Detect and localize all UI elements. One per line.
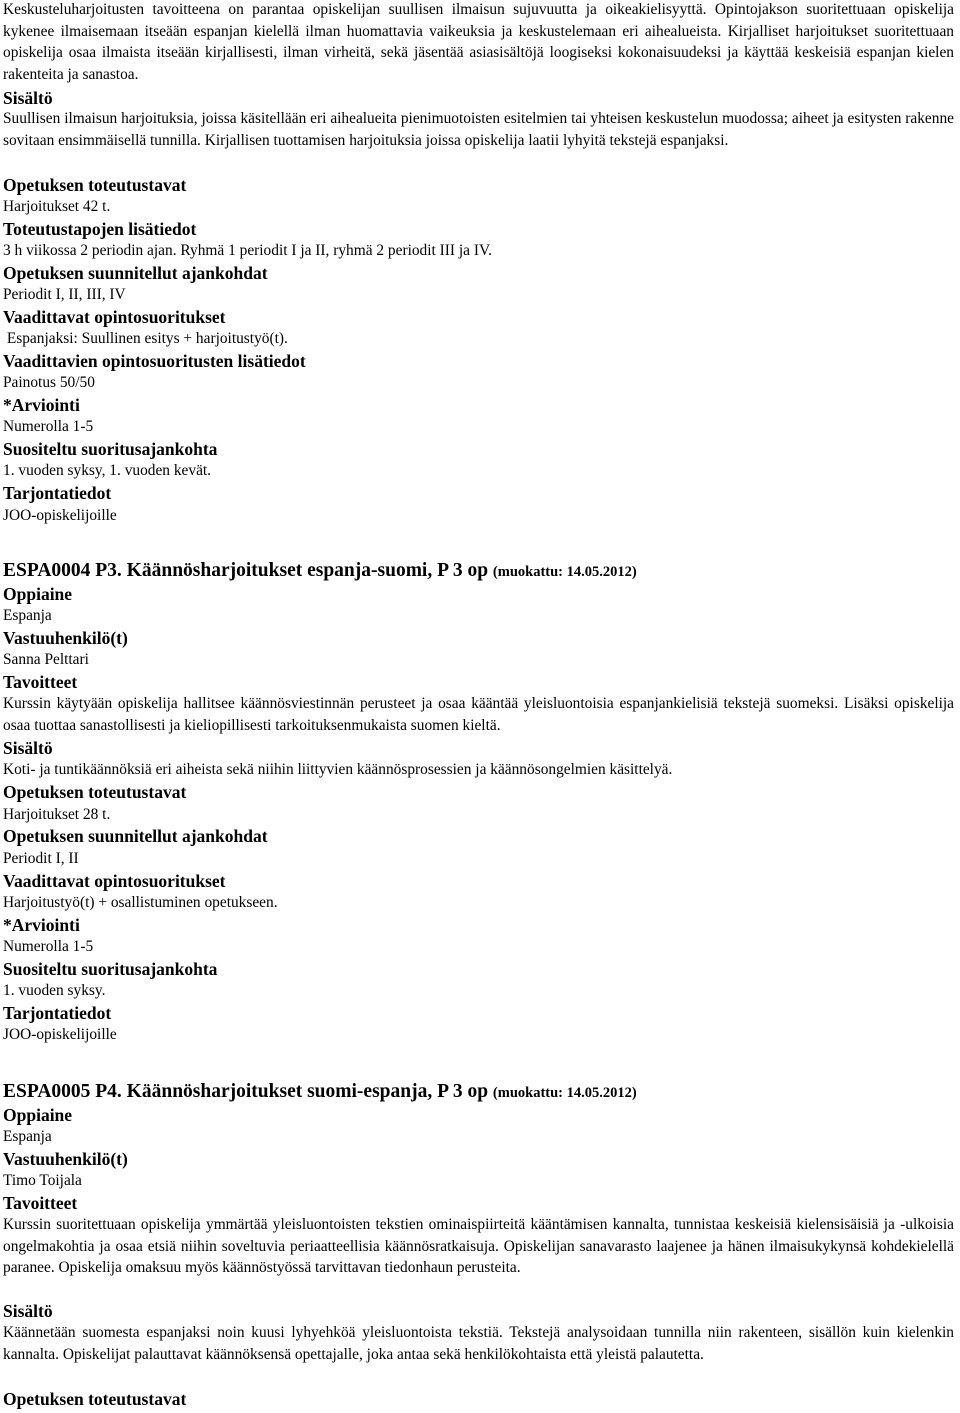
vaadittavat-text: Espanjaksi: Suullinen esitys + harjoitustyö(t). (3, 330, 288, 347)
course-intro-text: Keskusteluharjoitusten tavoitteena on parantaa opiskelijan suullisen ilmaisun sujuvuutta ja oikeakielisyyttä. Opintojakson suoritettuaan opiskelija kykenee ilmaisemaan itseään espanjan kielellä ilman huomattavia vaikeuksia ja keskustelemaan eri aihealueista. Kirjalliset harjoitukset suoritettuaan opiskelija osaa ilmaista itseään kirjallisesti, ilman virheitä, sekä jäsentää asiasisältöjä loogiseksi kokonaisuudeksi ja käyttää keskeisiä espanjan kielen rakenteita ja sanastoa. (3, 1, 954, 83)
section-heading-sisalto: Sisältö (3, 88, 53, 108)
section-heading-suositeltu: Suositeltu suoritusajankohta (3, 959, 218, 979)
section-heading-tavoitteet: Tavoitteet (3, 672, 78, 692)
section-heading-ajankohdat: Opetuksen suunnitellut ajankohdat (3, 826, 268, 846)
vastuuhenkilo-text: Timo Toijala (3, 1172, 82, 1189)
vaadittavat-text: Harjoitustyö(t) + osallistuminen opetukseen. (3, 894, 278, 911)
course-title-text: ESPA0004 P3. Käännösharjoitukset espanja-suomi, P 3 op (3, 560, 489, 581)
section-heading-vaadittavien-lisatiedot: Vaadittavien opintosuoritusten lisätiedot (3, 351, 306, 371)
vastuuhenkilo-text: Sanna Pelttari (3, 651, 89, 668)
section-heading-vaadittavat: Vaadittavat opintosuoritukset (3, 307, 226, 327)
section-heading-oppiaine: Oppiaine (3, 1105, 73, 1125)
section-heading-sisalto: Sisältö (3, 1301, 53, 1321)
section-heading-sisalto: Sisältö (3, 738, 53, 758)
tavoitteet-text: Kurssin suoritettuaan opiskelija ymmärtää yleisluontoisten tekstien ominaispiirteitä kääntämisen kannalta, tunnistaa keskeisiä kielensisäisiä ja -ulkoisia ongelmakohtia ja osaa etsiä niihin soveltuvia periaatteellisia käännösratkaisuja. Opiskelijan sanavarasto laajenee ja hänen ilmaisukykynsä kohdekielellä paranee. Opiskelija omaksuu myös käännöstyössä tarvittavan tiedonhaun perusteita. (3, 1216, 954, 1276)
oppiaine-text: Espanja (3, 1128, 52, 1145)
section-heading-suositeltu: Suositeltu suoritusajankohta (3, 439, 218, 459)
vaadittavien-lisatiedot-text: Painotus 50/50 (3, 374, 95, 391)
section-heading-vastuuhenkilo: Vastuuhenkilö(t) (3, 1149, 128, 1169)
section-heading-lisatiedot: Toteutustapojen lisätiedot (3, 219, 197, 239)
toteutustavat-text: Harjoitukset 42 t. (3, 198, 111, 215)
section-heading-tavoitteet: Tavoitteet (3, 1193, 78, 1213)
section-heading-oppiaine: Oppiaine (3, 584, 73, 604)
course-title (3, 559, 954, 584)
course-title-text: ESPA0005 P4. Käännösharjoitukset suomi-espanja, P 3 op (3, 1081, 489, 1102)
arviointi-text: Numerolla 1-5 (3, 938, 94, 955)
arviointi-text: Numerolla 1-5 (3, 418, 94, 435)
section-heading-vastuuhenkilo: Vastuuhenkilö(t) (3, 628, 128, 648)
section-heading-toteutustavat: Opetuksen toteutustavat (3, 175, 187, 195)
section-heading-arviointi: *Arviointi (3, 915, 80, 935)
course-title (3, 1080, 954, 1105)
section-heading-vaadittavat: Vaadittavat opintosuoritukset (3, 871, 226, 891)
section-heading-toteutustavat: Opetuksen toteutustavat (3, 1389, 187, 1409)
section-heading-tarjontatiedot: Tarjontatiedot (3, 1003, 112, 1023)
section-heading-tarjontatiedot: Tarjontatiedot (3, 483, 112, 503)
sisalto-text: Käännetään suomesta espanjaksi noin kuusi lyhyehköä yleisluontoista tekstiä. Tekstejä analysoidaan tunnilla niin rakenteen, sisällön kuin kielenkin kannalta. Opiskelijat palauttavat käännöksensä opettajalle, joka antaa sekä henkilökohtaista että yleistä palautetta. (3, 1324, 954, 1363)
tarjontatiedot-text: JOO-opiskelijoille (3, 507, 117, 524)
ajankohdat-text: Periodit I, II, III, IV (3, 286, 126, 303)
tavoitteet-text: Kurssin käytyään opiskelija hallitsee käännösviestinnän perusteet ja osaa kääntää yleisluontoisia espanjankielisiä tekstejä suomeksi. Lisäksi opiskelija osaa tuottaa sanastollisesti ja kieliopillisesti tarkoituksenmukaista suomen kieltä. (3, 695, 954, 734)
section-heading-toteutustavat: Opetuksen toteutustavat (3, 782, 187, 802)
sisalto-text: Koti- ja tuntikäännöksiä eri aiheista sekä niihin liittyvien käännösprosessien ja käännösongelmien käsittelyä. (3, 761, 673, 778)
section-heading-arviointi: *Arviointi (3, 395, 80, 415)
modified-date: (muokattu: 14.05.2012) (492, 564, 637, 580)
section-heading-ajankohdat: Opetuksen suunnitellut ajankohdat (3, 263, 268, 283)
suositeltu-text: 1. vuoden syksy. (3, 982, 106, 999)
oppiaine-text: Espanja (3, 607, 52, 624)
ajankohdat-text: Periodit I, II (3, 850, 79, 867)
modified-date: (muokattu: 14.05.2012) (492, 1085, 637, 1101)
toteutustavat-text: Harjoitukset 28 t. (3, 806, 111, 823)
lisatiedot-text: 3 h viikossa 2 periodin ajan. Ryhmä 1 periodit I ja II, ryhmä 2 periodit III ja IV. (3, 242, 492, 259)
suositeltu-text: 1. vuoden syksy, 1. vuoden kevät. (3, 462, 212, 479)
sisalto-text: Suullisen ilmaisun harjoituksia, joissa käsitellään eri aihealueita pienimuotoisten esitelmien tai yhteisen keskustelun muodossa; aiheet ja esitysten rakenne sovitaan ensimmäisellä tunnilla. Kirjallisen tuottamisen harjoituksia joissa opiskelija laatii lyhyitä tekstejä espanjaksi. (3, 110, 954, 149)
tarjontatiedot-text: JOO-opiskelijoille (3, 1026, 117, 1043)
